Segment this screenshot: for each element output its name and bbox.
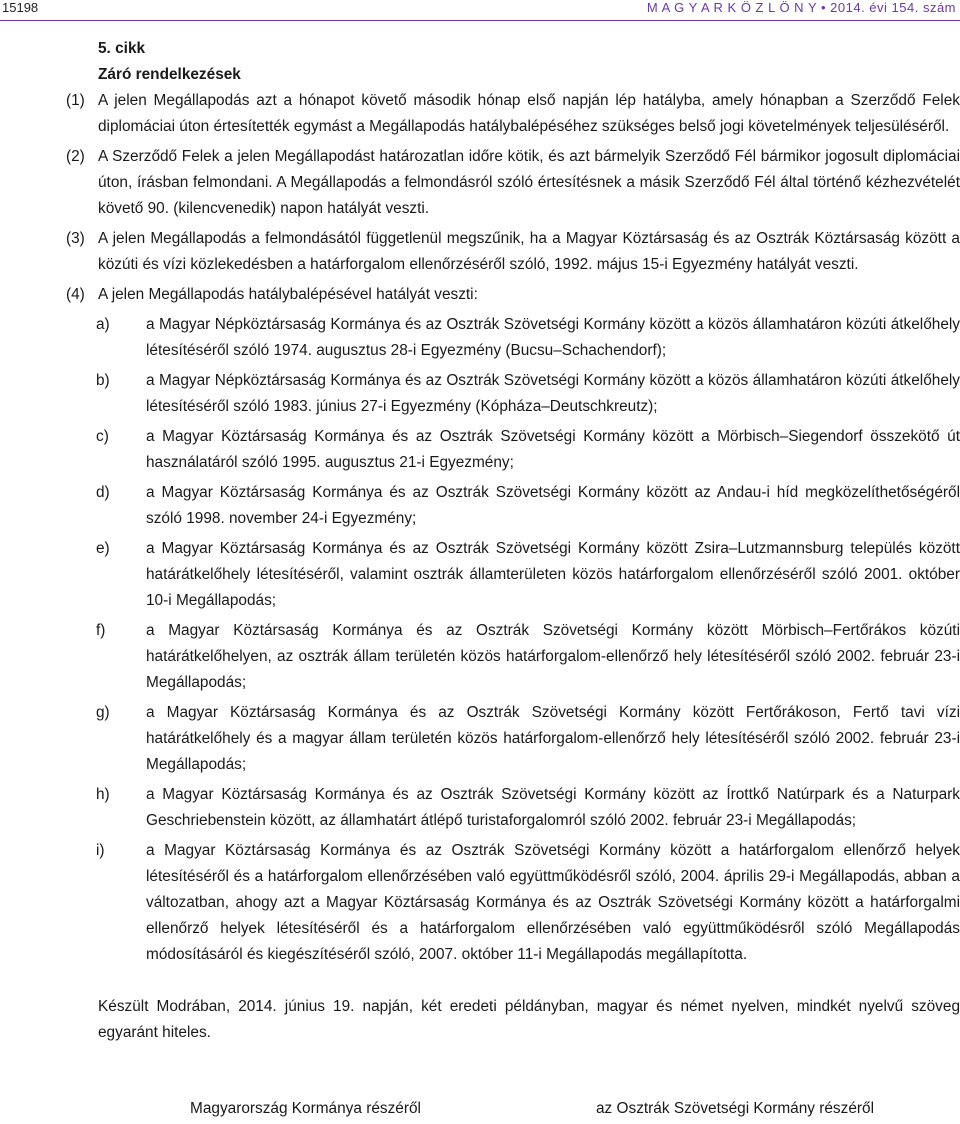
paragraph-1 xyxy=(66,88,960,140)
signature-austria: az Osztrák Szövetségi Kormány részéről xyxy=(596,1100,874,1117)
list-item-label: d) xyxy=(96,484,110,501)
list-item-label: f) xyxy=(96,622,106,639)
signature-hungary: Magyarország Kormánya részéről xyxy=(190,1100,421,1117)
document-body xyxy=(66,36,960,1046)
list-item-text: a Magyar Köztársaság Kormánya és az Osztrák Szövetségi Kormány között Zsira–Lutzmannsburg település között határátkelőhely létesítéséről, valamint osztrák államterületen közös határforgalom ellenőrzéséről szóló 2001. október 10-i Megállapodás; xyxy=(146,540,960,609)
list-item xyxy=(96,424,960,476)
paragraph-3 xyxy=(66,226,960,278)
closing-statement: Készült Modrában, 2014. június 19. napján, két eredeti példányban, magyar és német nyelven, mindkét nyelvű szöveg egyaránt hiteles. xyxy=(98,998,960,1041)
paragraph-text: A Szerződő Felek a jelen Megállapodást határozatlan időre kötik, és azt bármelyik Szerződő Fél bármikor jogosult diplomáciai úton, írásban felmondani. A Megállapodás a felmondásról szóló értesítésnek a másik Szerződő Fél által történő kézhezvételét követő 90. (kilencvenedik) napon hatályát veszti. xyxy=(98,148,960,217)
list-item xyxy=(96,368,960,420)
list-item-label: a) xyxy=(96,316,110,333)
page-header xyxy=(0,0,960,22)
list-item xyxy=(96,618,960,696)
paragraph-number: (4) xyxy=(66,286,85,303)
list-item xyxy=(96,536,960,614)
paragraph-text: A jelen Megállapodás a felmondásától függetlenül megszűnik, ha a Magyar Köztársaság és az Osztrák Köztársaság között a közúti és vízi közlekedésben a határforgalom ellenőrzéséről szóló, 1992. május 15-i Egyezmény hatályát veszti. xyxy=(98,230,960,273)
list-item-text: a Magyar Köztársaság Kormánya és az Osztrák Szövetségi Kormány között az Írottkő Natúrpark és a Naturpark Geschriebenstein között, az államhatárt átlépő turistaforgalomról szóló 2002. február 23-i Megállapodás; xyxy=(146,786,960,829)
list-item-text: a Magyar Köztársaság Kormánya és az Osztrák Szövetségi Kormány között a határforgalom ellenőrző helyek létesítéséről és a határforgalom ellenőrzésében való együttműködésről szóló, 2004. április 29-i Megállapodás, abban a változatban, ahogy azt a Magyar Köztársaság Kormánya és az Osztrák Szövetségi Kormány között a határforgalmi ellenőrző helyek létesítéséről és a határforgalom ellenőrzésében való együttműködésről szóló Megállapodás módosításáról és kiegészítéséről szóló, 2007. október 11-i Megállapodás megállapította. xyxy=(146,842,960,963)
list-item-label: e) xyxy=(96,540,110,557)
paragraph-text: A jelen Megállapodás azt a hónapot követő második hónap első napján lép hatályba, amely hónapban a Szerződő Felek diplomáciai úton értesítették egymást a Megállapodás hatálybalépéséhez szükséges belső jogi követelmények teljesüléséről. xyxy=(98,92,960,135)
list-item xyxy=(96,700,960,778)
paragraph-number: (3) xyxy=(66,230,85,247)
paragraph-number: (1) xyxy=(66,92,85,109)
list-item xyxy=(96,312,960,364)
list-item-label: g) xyxy=(96,704,110,721)
list-item-label: c) xyxy=(96,428,109,445)
list-item xyxy=(96,480,960,532)
repealed-agreements-list xyxy=(96,312,960,968)
list-item xyxy=(96,782,960,834)
list-item-text: a Magyar Köztársaság Kormánya és az Osztrák Szövetségi Kormány között a Mörbisch–Siegendorf összekötő út használatáról szóló 1995. augusztus 21-i Egyezmény; xyxy=(146,428,960,471)
paragraph-4 xyxy=(66,282,960,308)
article-number: 5. cikk xyxy=(98,40,146,57)
list-item-label: b) xyxy=(96,372,110,389)
list-item-label: i) xyxy=(96,842,105,859)
list-item-text: a Magyar Köztársaság Kormánya és az Osztrák Szövetségi Kormány között az Andau-i híd megközelíthetőségéről szóló 1998. november 24-i Egyezmény; xyxy=(146,484,960,527)
page-number: 15198 xyxy=(2,0,39,15)
list-item xyxy=(96,838,960,968)
paragraph-2 xyxy=(66,144,960,222)
list-item-text: a Magyar Népköztársaság Kormánya és az Osztrák Szövetségi Kormány között a közös államhatáron közúti átkelőhely létesítéséről szóló 1974. augusztus 28-i Egyezmény (Bucsu–Schachendorf); xyxy=(146,316,960,359)
header-divider xyxy=(0,20,960,21)
list-item-text: a Magyar Köztársaság Kormánya és az Osztrák Szövetségi Kormány között Mörbisch–Fertőrákos közúti határátkelőhelyen, az osztrák állam területén közös határforgalom-ellenőrző hely létesítéséről szóló 2002. február 23-i Megállapodás; xyxy=(146,622,960,691)
paragraph-text: A jelen Megállapodás hatálybalépésével hatályát veszti: xyxy=(98,286,478,303)
article-title: Záró rendelkezések xyxy=(98,66,241,83)
list-item-text: a Magyar Köztársaság Kormánya és az Osztrák Szövetségi Kormány között Fertőrákoson, Fertő tavi vízi határátkelőhely és a magyar állam területén közös határforgalom-ellenőrző hely létesítéséről szóló 2002. február 23-i Megállapodás; xyxy=(146,704,960,773)
list-item-text: a Magyar Népköztársaság Kormánya és az Osztrák Szövetségi Kormány között a közös államhatáron közúti átkelőhely létesítéséről szóló 1983. június 27-i Egyezmény (Kópháza–Deutschkreutz); xyxy=(146,372,960,415)
running-title: M A G Y A R K Ö Z L Ö N Y • 2014. évi 154. szám xyxy=(646,0,956,15)
paragraph-number: (2) xyxy=(66,148,85,165)
list-item-label: h) xyxy=(96,786,110,803)
